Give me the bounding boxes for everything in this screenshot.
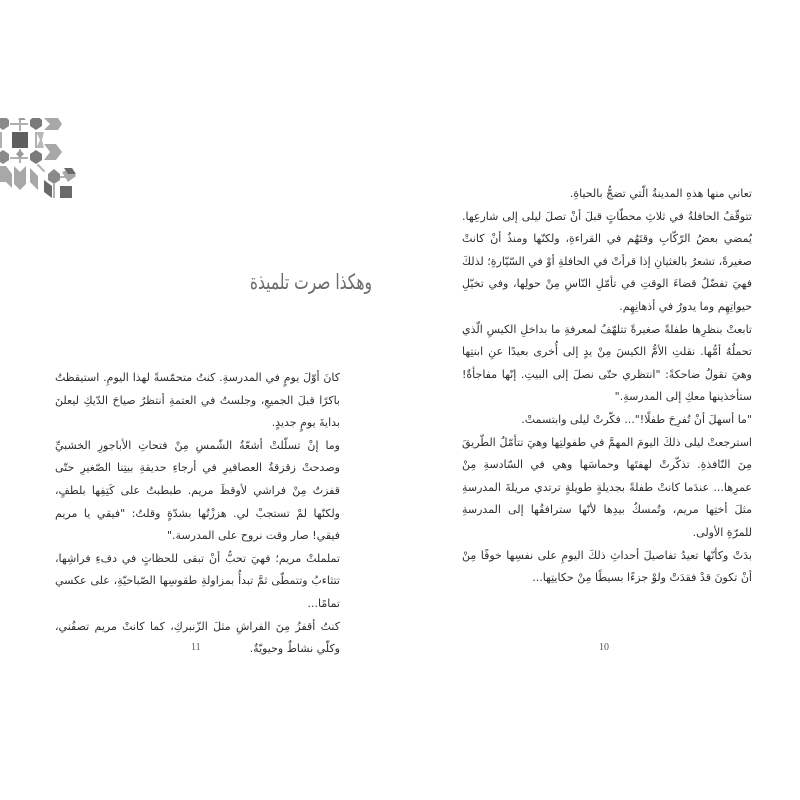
right-page-body [462,183,752,590]
paragraph: تابعتْ بنظرِها طفلةً صغيرةً تتلهّفُ لمعرفةِ ما بداخلِ الكيسِ الّذي تحملُهُ أمُّها. نقلتِ الأمُّ الكيسَ مِنْ يدٍ إلى أُخرى بعيدًا عنِ ابنتِها وهيَ تقولُ ضاحكةً: "انتظري حتّى نصلَ إلى البيتِ. إنّها مفاجأةٌ! ستأخذينها معكِ إلى المدرسةِ." [462,322,752,404]
paragraph: كانَ أوّلَ يومٍ في المدرسةِ. كنتُ متحمّسةً لهذا اليومِ. استيقظتُ باكرًا قبلَ الجميعِ، وجلستُ في العتمةِ أنتظرُ صياحَ الدّيكِ ليعلنَ بدايةَ يومٍ جديدٍ. [55,371,340,430]
paragraph: كنتُ أقفزُ مِنَ الفراشِ مثلَ الزّنبركِ، كما كانتْ مريم تصفُني، وكلّي نشاطٌ وحيويّةٌ. [55,619,340,656]
chapter-title: وهكذا صرت تلميذة [249,270,372,294]
page-number: 11 [191,642,201,653]
paragraph: استرجعتْ ليلى ذلكَ اليومَ المهمَّ في طفولتِها وهيَ تتأمّلُ الطّريقَ مِنَ النّافذةِ. تذكّرتْ لهفتَها وحماسَها وهي في السّادسةِ مِنْ عمرِها... عندَما كانتْ طفلةً بجديلةٍ طويلةٍ ترتدي مريلةَ المدرسةِ مثلَ أختِها مريم، وتُمسكُ بيدِها لأنّها سترافقُها إلى المدرسةِ للمرّةِ الأولى. [462,435,752,539]
paragraph: وما إنْ تسلّلتْ أشعّةُ الشّمسِ مِنْ فتحاتِ الأباجورِ الخشبيِّ وصدحتْ زقزقةُ العصافيرِ في أرجاءِ حديقةِ بيتِنا الصّغيرِ حتّى قفزتُ مِنْ فراشي لأوقظَ مريم. طبطبتُ على كَتِفِها بلطفٍ، ولكنّها لمْ تستجبْ لي. هززْتُها بشدّةٍ وقلتُ: "فيقي يا مريم فيقي! صار وقت نروح على المدرسة." [55,438,340,543]
paragraph: تتوقّفُ الحافلةُ في ثلاثِ محطّاتٍ قبلَ أنْ تصلَ ليلى إلى شارعِها. يُمضي بعضُ الرّكّابِ وقتَهُم في القراءةِ، ولكنّها ومنذُ أنْ كانتْ صغيرةً، تشعرُ بالغثيانِ إذا قرأتْ في الحافلةِ أوْ في السّيّارةِ؛ لذلكَ فهيَ تفضّلُ قضاءَ الوقتِ في تأمّلِ النّاسِ مِنْ حولِها، وفي تخيّلِ حيواتِهِم وما يدورُ في أذهانِهِم. [462,209,752,313]
page-number: 10 [599,642,609,653]
paragraph: "ما أسهلَ أنْ تُفرِحَ طفلًا!"... فكّرتْ ليلى وابتسمتْ. [521,412,752,426]
paragraph: تعاني منها هذهِ المدينةُ الّتي تضجُّ بالحياةِ. [569,187,752,200]
paragraph: تململتْ مريم؛ فهيَ تحبُّ أنْ تبقى للحظاتٍ في دفءِ فراشِها، تتثاءبُ وتتمطّى ثمَّ تبدأُ بمزاولةِ طقوسِها الصّباحيّةِ، على عكسي تمامًا... [55,551,340,610]
paragraph: بدَتْ وكأنّها تعيدُ تفاصيلَ أحداثِ ذلكَ اليومِ على نفسِها خوفًا مِنْ أنْ تكونَ قدْ فقدَتْ ولوْ جزءًا بسيطًا مِنْ حكايتِها... [462,548,752,585]
embroidery-pattern-icon [0,118,82,202]
left-page-body [55,367,340,661]
